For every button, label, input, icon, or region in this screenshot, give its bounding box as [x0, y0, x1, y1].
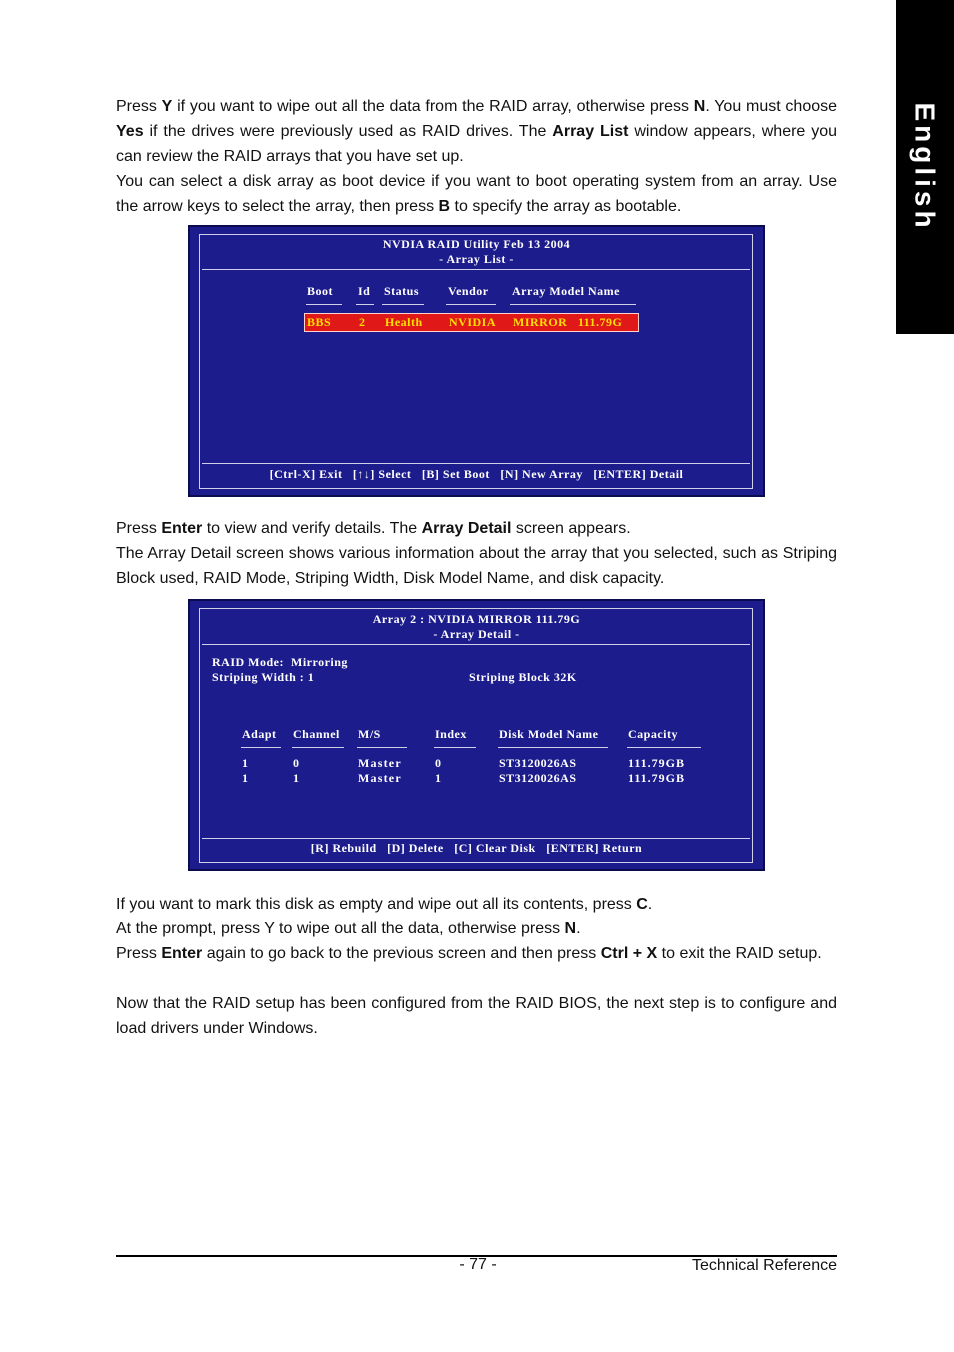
key-n: N [564, 920, 577, 937]
text: window appears, where you can review the RAID arrays that you have set up. [116, 123, 838, 165]
key-help-bar: [R] Rebuild [D] Delete [C] Clear Disk [ENTER] Return [310, 841, 643, 855]
section-name: Technical Reference [692, 1257, 837, 1274]
term-array-detail: Array Detail [421, 520, 512, 537]
header-underline [241, 747, 281, 748]
array-list-screen [188, 225, 765, 497]
key-y: Y [161, 98, 173, 115]
header-adapt: Adapt [242, 727, 277, 741]
cell-capacity: 111.79GB [628, 756, 686, 770]
array-row-selected[interactable] [304, 313, 639, 332]
array-detail-screen [188, 599, 765, 871]
text: screen appears. [511, 520, 631, 537]
text: If you want to mark this disk as empty and wipe out all its contents, press [116, 896, 637, 913]
row-id: 2 [359, 315, 366, 329]
screen-title: Array 2 : NVIDIA MIRROR 111.79G [372, 612, 581, 626]
cell-index: 0 [435, 756, 442, 770]
header-boot: Boot [307, 284, 333, 298]
language-tab [896, 0, 954, 334]
text: again to go back to the previous screen and then press [202, 945, 601, 962]
paragraph-boot-device [116, 169, 837, 219]
key-ctrl-x: Ctrl + X [600, 945, 658, 962]
header-status: Status [384, 284, 420, 298]
key-enter: Enter [161, 520, 203, 537]
header-disk-model: Disk Model Name [499, 727, 599, 741]
key-c: C [636, 896, 648, 913]
title-divider [202, 269, 750, 270]
header-vendor: Vendor [448, 284, 489, 298]
cell-channel: 1 [293, 771, 300, 785]
key-yes: Yes [116, 123, 144, 140]
text: if the drives were previously used as RAID drives. The [143, 123, 553, 140]
text: Press [116, 945, 162, 962]
paragraph-wipe-data [116, 94, 837, 169]
header-underline [357, 747, 407, 748]
screen-frame [199, 234, 753, 489]
paragraph-clear-disk [116, 892, 837, 917]
striping-width: Striping Width : 1 [212, 670, 315, 684]
header-model: Array Model Name [512, 284, 620, 298]
key-enter: Enter [161, 945, 203, 962]
striping-block: Striping Block 32K [469, 670, 577, 684]
paragraph-next-step: Now that the RAID setup has been configured from the RAID BIOS, the next step is to configure and load drivers under Windows. [116, 995, 837, 1037]
cell-disk-model: ST3120026AS [499, 756, 577, 770]
text: Press [116, 98, 162, 115]
cell-ms: Master [358, 756, 402, 770]
footer-divider [202, 463, 750, 464]
header-underline [627, 747, 701, 748]
text: if you want to wipe out all the data from the RAID array, otherwise press [172, 98, 694, 115]
cell-channel: 0 [293, 756, 300, 770]
header-underline [446, 304, 496, 305]
key-b: B [438, 198, 451, 215]
header-underline [510, 304, 636, 305]
header-underline [498, 747, 608, 748]
text: You can select a disk array as boot device if you want to boot operating system from an array. Use the arrow keys to select the array, then press [116, 173, 837, 215]
footer-divider [202, 838, 750, 839]
header-underline [434, 747, 476, 748]
cell-adapt: 1 [242, 771, 249, 785]
header-ms: M/S [358, 727, 381, 741]
page-number: - 77 - [459, 1256, 497, 1273]
key-n: N [693, 98, 706, 115]
language-tab-label: English [910, 102, 941, 232]
cell-ms: Master [358, 771, 402, 785]
text: . [576, 920, 581, 937]
text: At the prompt, press Y to wipe out all the data, otherwise press [116, 920, 565, 937]
key-help-bar: [Ctrl-X] Exit [↑↓] Select [B] Set Boot [N] New Array [ENTER] Detail [269, 467, 684, 481]
text: to exit the RAID setup. [657, 945, 822, 962]
text: to view and verify details. The [202, 520, 422, 537]
text: Press [116, 520, 162, 537]
text: to specify the array as bootable. [450, 198, 682, 215]
screen-subtitle: - Array Detail - [433, 627, 520, 641]
row-model: MIRROR 111.79G [513, 315, 623, 329]
header-capacity: Capacity [628, 727, 678, 741]
header-underline [306, 304, 342, 305]
row-status: Health [385, 315, 423, 329]
title-divider [202, 644, 750, 645]
language-tab-label-wrap [896, 0, 954, 334]
header-underline [356, 304, 374, 305]
text: . You must choose [705, 98, 838, 115]
header-underline [382, 304, 424, 305]
paragraph-detail-info: The Array Detail screen shows various information about the array that you selected, such as Striping Block used, RAID Mode, Striping Width, Disk Model Name, and disk capacity. [116, 545, 837, 587]
header-channel: Channel [293, 727, 340, 741]
paragraph-exit [116, 941, 837, 966]
cell-adapt: 1 [242, 756, 249, 770]
text: . [647, 896, 653, 913]
paragraph-prompt [116, 916, 837, 941]
raid-mode: RAID Mode: Mirroring [212, 655, 348, 669]
term-array-list: Array List [552, 123, 629, 140]
row-vendor: NVIDIA [449, 315, 497, 329]
cell-capacity: 111.79GB [628, 771, 686, 785]
paragraph-enter-detail [116, 516, 837, 541]
row-boot: BBS [307, 315, 332, 329]
header-id: Id [358, 284, 371, 298]
screen-title: NVDIA RAID Utility Feb 13 2004 [382, 237, 571, 251]
cell-index: 1 [435, 771, 442, 785]
header-index: Index [435, 727, 467, 741]
screen-subtitle: - Array List - [439, 252, 514, 266]
cell-disk-model: ST3120026AS [499, 771, 577, 785]
header-underline [292, 747, 344, 748]
